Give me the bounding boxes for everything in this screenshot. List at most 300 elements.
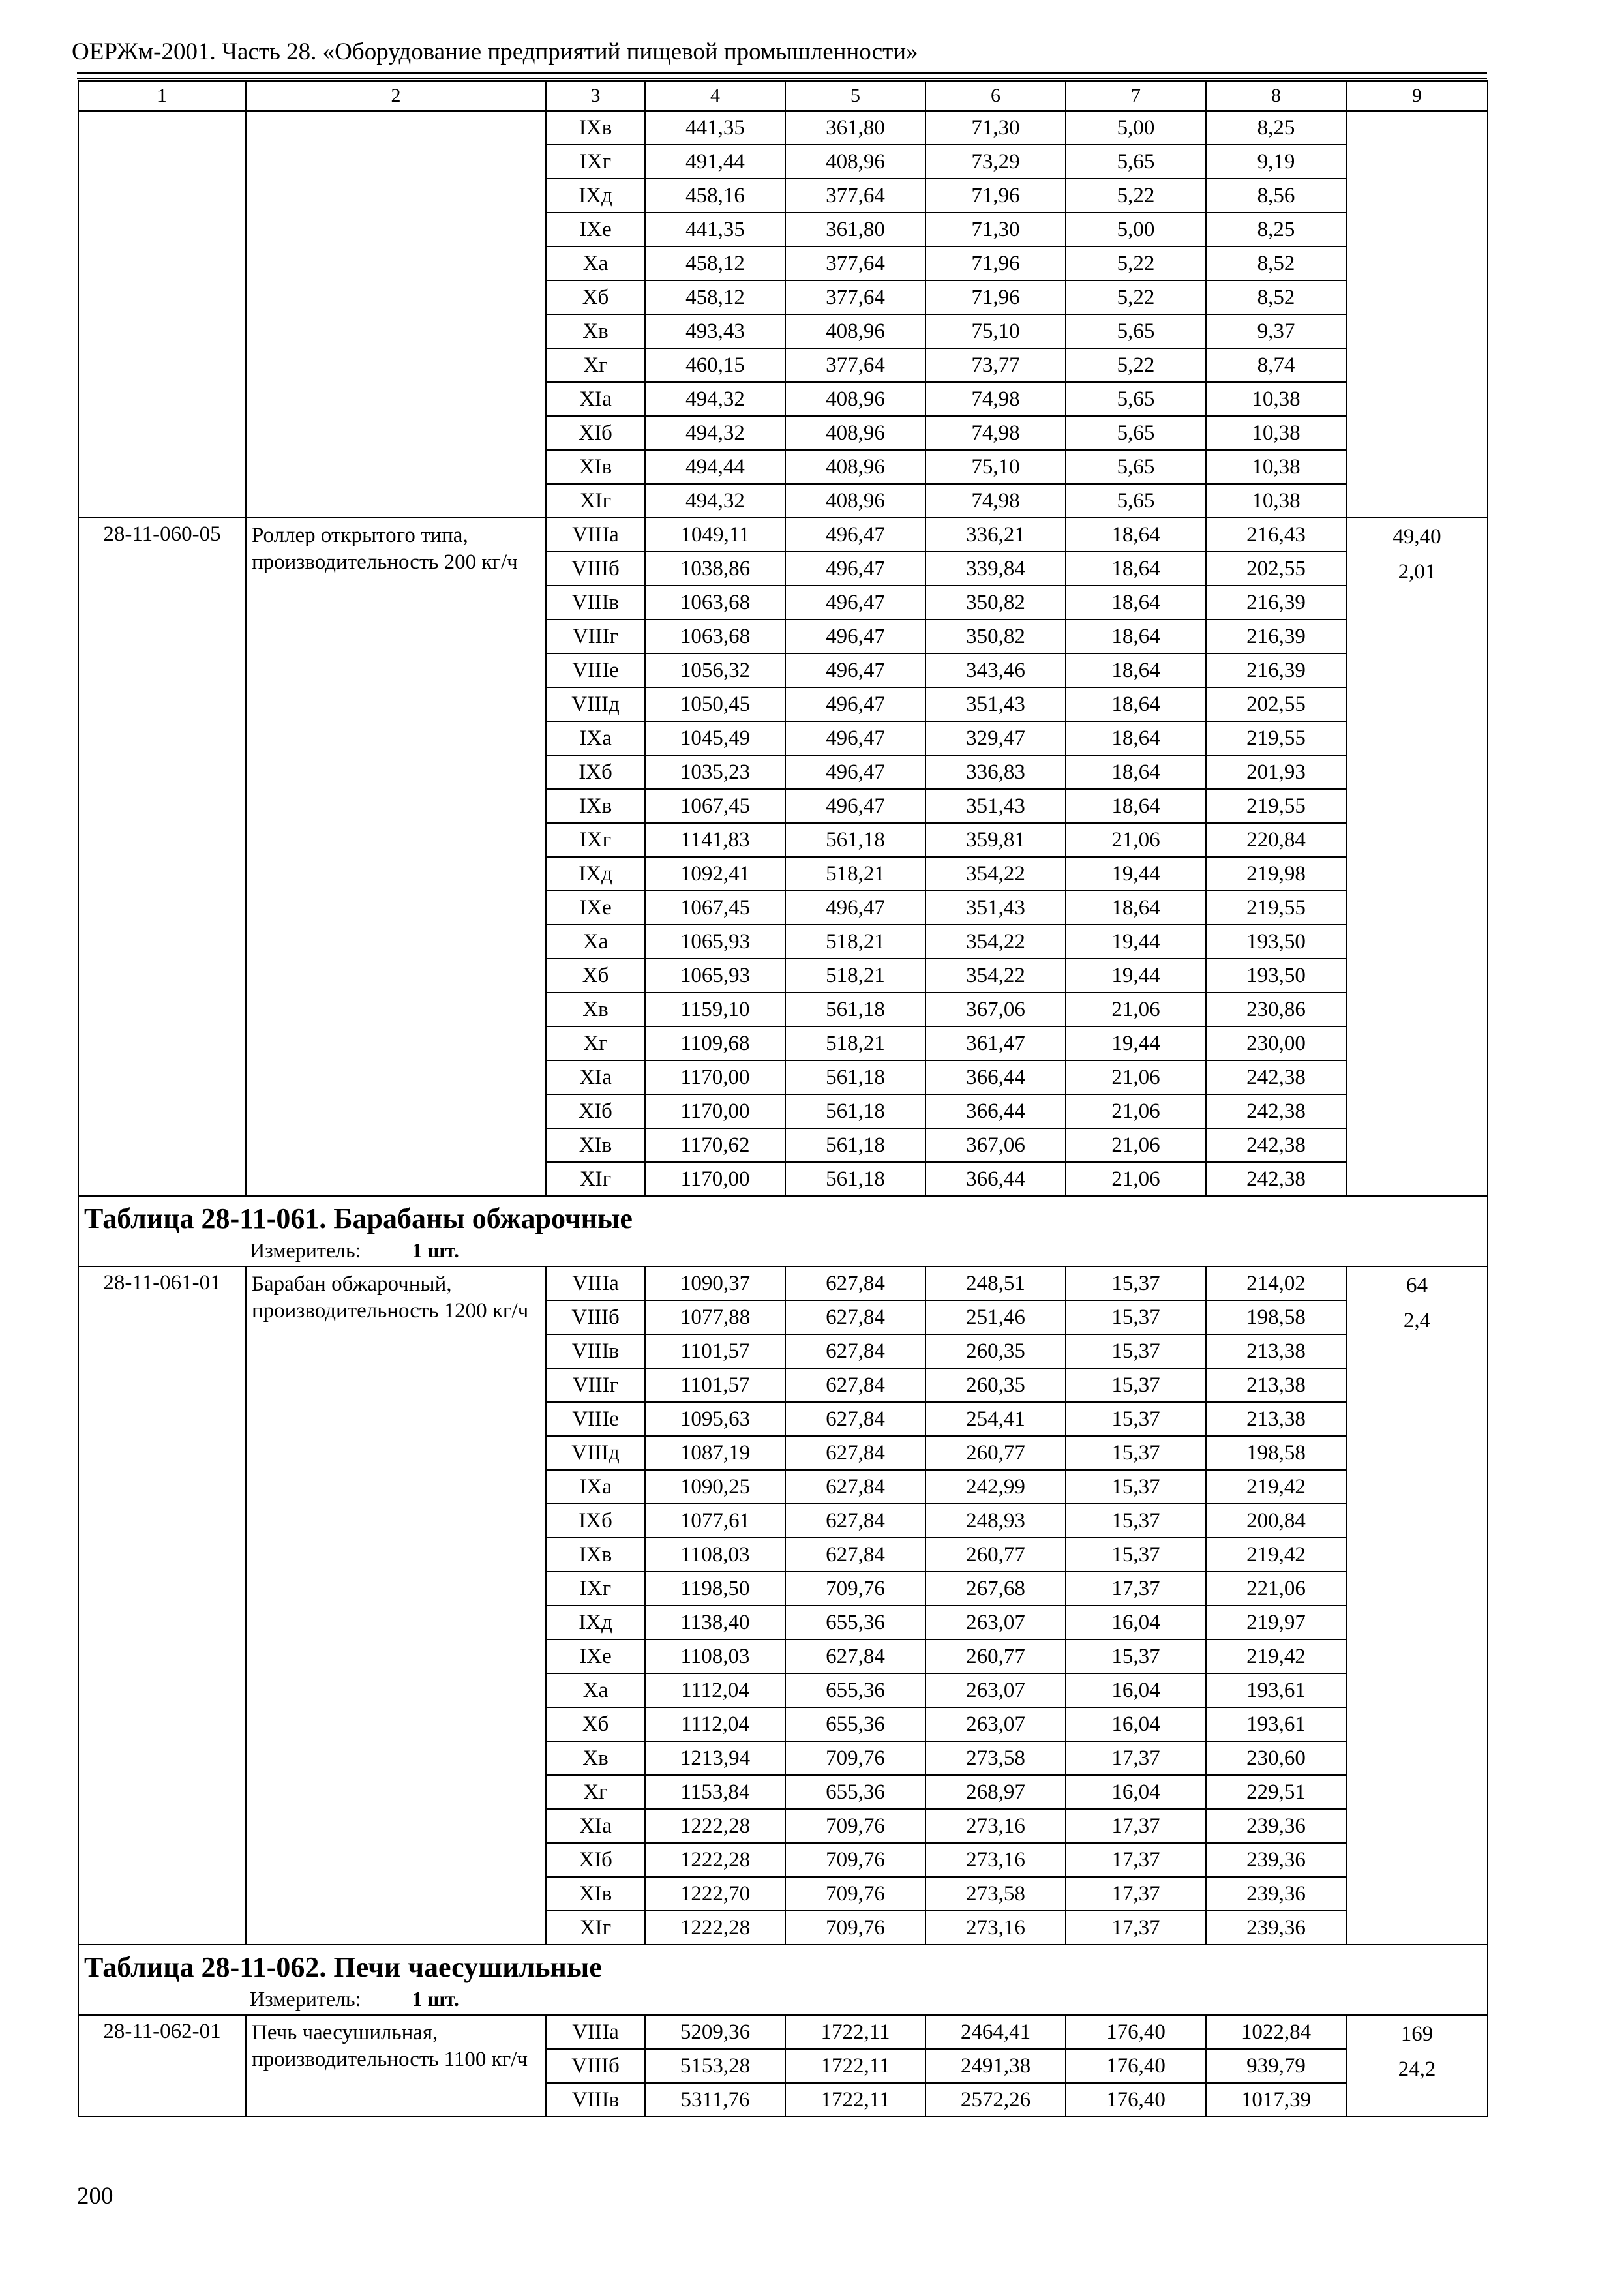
cell-machine-operation: 74,98 [925, 416, 1066, 450]
cell-total-cost: 1035,23 [645, 755, 785, 789]
cell-region: VIIIд [546, 1436, 645, 1470]
cell-machine-operation: 2572,26 [925, 2083, 1066, 2117]
cell-total-cost: 494,44 [645, 450, 785, 484]
cell-region: VIIIе [546, 1402, 645, 1436]
cell-wages: 496,47 [785, 687, 925, 721]
cell-total-cost: 1038,86 [645, 552, 785, 586]
cell-machinist-wages: 16,04 [1066, 1606, 1206, 1639]
cell-machine-operation: 350,82 [925, 586, 1066, 620]
cell-materials: 242,38 [1206, 1162, 1346, 1196]
cell-machine-operation: 273,16 [925, 1911, 1066, 1945]
cell-materials: 9,37 [1206, 314, 1346, 348]
cell-region: Xа [546, 1673, 645, 1707]
cell-machinist-wages: 5,22 [1066, 280, 1206, 314]
cell-materials: 219,55 [1206, 891, 1346, 925]
cell-machine-operation: 366,44 [925, 1060, 1066, 1094]
cell-region: XIб [546, 1094, 645, 1128]
cell-region: XIг [546, 484, 645, 518]
cell-region: Xб [546, 1707, 645, 1741]
cell-wages: 709,76 [785, 1809, 925, 1843]
cell-wages: 518,21 [785, 1026, 925, 1060]
cell-region: XIг [546, 1911, 645, 1945]
cell-total-cost: 1101,57 [645, 1334, 785, 1368]
cell-materials: 10,38 [1206, 484, 1346, 518]
cell-description [246, 111, 546, 518]
extra-value-primary: 49,40 [1392, 525, 1441, 548]
cell-region: XIв [546, 450, 645, 484]
column-number: 1 [78, 81, 246, 111]
cell-materials: 242,38 [1206, 1060, 1346, 1094]
cell-machine-operation: 267,68 [925, 1572, 1066, 1606]
cell-materials: 8,52 [1206, 280, 1346, 314]
cell-region: VIIIа [546, 518, 645, 552]
cell-materials: 10,38 [1206, 450, 1346, 484]
cell-machinist-wages: 5,65 [1066, 145, 1206, 179]
cell-total-cost: 1222,28 [645, 1911, 785, 1945]
cell-machinist-wages: 17,37 [1066, 1741, 1206, 1775]
cell-region: Xб [546, 280, 645, 314]
column-number: 7 [1066, 81, 1206, 111]
cell-wages: 709,76 [785, 1741, 925, 1775]
cell-machinist-wages: 18,64 [1066, 653, 1206, 687]
cell-wages: 496,47 [785, 789, 925, 823]
cell-materials: 214,02 [1206, 1266, 1346, 1300]
cell-wages: 627,84 [785, 1538, 925, 1572]
cell-materials: 220,84 [1206, 823, 1346, 857]
cell-wages: 408,96 [785, 314, 925, 348]
cell-machinist-wages: 5,65 [1066, 416, 1206, 450]
cell-machine-operation: 361,47 [925, 1026, 1066, 1060]
cell-machine-operation: 260,35 [925, 1368, 1066, 1402]
cell-region: IXг [546, 823, 645, 857]
column-number-row [78, 81, 1488, 111]
cell-materials: 230,86 [1206, 993, 1346, 1026]
cell-total-cost: 493,43 [645, 314, 785, 348]
cell-machine-operation: 242,99 [925, 1470, 1066, 1504]
cell-total-cost: 1141,83 [645, 823, 785, 857]
table-title-cell [78, 1945, 1488, 2015]
table-row [78, 111, 1488, 145]
cell-machinist-wages: 5,00 [1066, 213, 1206, 247]
cell-machine-operation: 260,35 [925, 1334, 1066, 1368]
cell-wages: 627,84 [785, 1402, 925, 1436]
cell-machinist-wages: 5,00 [1066, 111, 1206, 145]
measure-line [84, 1986, 1482, 2012]
cell-materials: 939,79 [1206, 2049, 1346, 2083]
cell-machinist-wages: 5,22 [1066, 348, 1206, 382]
cell-total-cost: 1090,25 [645, 1470, 785, 1504]
cell-materials: 216,39 [1206, 653, 1346, 687]
cell-region: IXе [546, 213, 645, 247]
cell-region: Xг [546, 1026, 645, 1060]
cell-materials: 8,25 [1206, 111, 1346, 145]
cell-machine-operation: 71,30 [925, 111, 1066, 145]
cell-region: IXд [546, 857, 645, 891]
cell-total-cost: 1077,88 [645, 1300, 785, 1334]
cell-total-cost: 458,12 [645, 280, 785, 314]
cell-machine-operation: 74,98 [925, 382, 1066, 416]
cell-machinist-wages: 18,64 [1066, 755, 1206, 789]
column-number: 4 [645, 81, 785, 111]
cell-total-cost: 1153,84 [645, 1775, 785, 1809]
cell-region: XIа [546, 1809, 645, 1843]
cell-materials: 239,36 [1206, 1877, 1346, 1911]
cell-wages: 496,47 [785, 518, 925, 552]
cell-materials: 202,55 [1206, 687, 1346, 721]
page-number: 200 [77, 2183, 113, 2209]
cell-materials: 213,38 [1206, 1368, 1346, 1402]
cell-materials: 1022,84 [1206, 2015, 1346, 2049]
cell-total-cost: 1050,45 [645, 687, 785, 721]
cell-machine-operation: 260,77 [925, 1639, 1066, 1673]
cell-total-cost: 491,44 [645, 145, 785, 179]
cell-machine-operation: 2464,41 [925, 2015, 1066, 2049]
cell-machine-operation: 248,51 [925, 1266, 1066, 1300]
cell-machine-operation: 367,06 [925, 993, 1066, 1026]
cell-total-cost: 458,16 [645, 179, 785, 213]
cell-machinist-wages: 19,44 [1066, 1026, 1206, 1060]
cell-machinist-wages: 5,22 [1066, 247, 1206, 280]
cell-wages: 377,64 [785, 179, 925, 213]
cell-code: 28-11-061-01 [78, 1266, 246, 1945]
table-title-row [78, 1945, 1488, 2015]
cell-materials: 1017,39 [1206, 2083, 1346, 2117]
cell-machinist-wages: 18,64 [1066, 620, 1206, 653]
cell-wages: 408,96 [785, 450, 925, 484]
cell-machinist-wages: 16,04 [1066, 1707, 1206, 1741]
cell-region: IXе [546, 1639, 645, 1673]
cell-wages: 518,21 [785, 857, 925, 891]
cell-materials: 8,25 [1206, 213, 1346, 247]
cell-wages: 627,84 [785, 1266, 925, 1300]
cell-region: XIб [546, 416, 645, 450]
cell-materials: 219,42 [1206, 1639, 1346, 1673]
cell-materials: 9,19 [1206, 145, 1346, 179]
cell-machinist-wages: 5,65 [1066, 382, 1206, 416]
cell-region: Xа [546, 247, 645, 280]
cell-materials: 200,84 [1206, 1504, 1346, 1538]
cell-region: IXб [546, 1504, 645, 1538]
cell-machine-operation: 268,97 [925, 1775, 1066, 1809]
column-number: 8 [1206, 81, 1346, 111]
cell-materials: 216,39 [1206, 620, 1346, 653]
cell-total-cost: 494,32 [645, 382, 785, 416]
cell-machinist-wages: 17,37 [1066, 1877, 1206, 1911]
cell-machinist-wages: 19,44 [1066, 857, 1206, 891]
cell-machinist-wages: 15,37 [1066, 1470, 1206, 1504]
cell-total-cost: 1222,28 [645, 1843, 785, 1877]
cell-machine-operation: 359,81 [925, 823, 1066, 857]
cell-materials: 213,38 [1206, 1334, 1346, 1368]
cell-wages: 496,47 [785, 721, 925, 755]
cell-wages: 561,18 [785, 993, 925, 1026]
cell-total-cost: 1056,32 [645, 653, 785, 687]
cell-region: XIг [546, 1162, 645, 1196]
cell-wages: 496,47 [785, 620, 925, 653]
cell-total-cost: 1101,57 [645, 1368, 785, 1402]
cell-wages: 627,84 [785, 1504, 925, 1538]
cell-region: VIIIб [546, 1300, 645, 1334]
cell-extra [1346, 518, 1488, 1196]
cell-region: VIIIе [546, 653, 645, 687]
cell-materials: 219,42 [1206, 1470, 1346, 1504]
cell-machine-operation: 329,47 [925, 721, 1066, 755]
cell-wages: 1722,11 [785, 2083, 925, 2117]
cell-region: IXа [546, 721, 645, 755]
cell-machinist-wages: 15,37 [1066, 1538, 1206, 1572]
cell-total-cost: 1213,94 [645, 1741, 785, 1775]
cell-machine-operation: 71,96 [925, 247, 1066, 280]
cell-machine-operation: 367,06 [925, 1128, 1066, 1162]
cell-region: VIIIв [546, 1334, 645, 1368]
cell-total-cost: 1108,03 [645, 1639, 785, 1673]
cell-total-cost: 1063,68 [645, 620, 785, 653]
extra-value-primary: 64 [1406, 1274, 1428, 1297]
cell-total-cost: 1222,28 [645, 1809, 785, 1843]
cell-region: IXв [546, 111, 645, 145]
cell-machine-operation: 336,21 [925, 518, 1066, 552]
cell-machine-operation: 71,96 [925, 280, 1066, 314]
cell-region: XIв [546, 1128, 645, 1162]
cell-materials: 230,00 [1206, 1026, 1346, 1060]
cell-region: VIIIв [546, 586, 645, 620]
cell-machine-operation: 339,84 [925, 552, 1066, 586]
cell-machine-operation: 336,83 [925, 755, 1066, 789]
cell-total-cost: 1112,04 [645, 1673, 785, 1707]
cell-wages: 655,36 [785, 1606, 925, 1639]
header-rule [77, 72, 1487, 74]
cell-wages: 561,18 [785, 1162, 925, 1196]
cell-region: IXг [546, 1572, 645, 1606]
column-number: 3 [546, 81, 645, 111]
cell-wages: 627,84 [785, 1334, 925, 1368]
cell-machine-operation: 354,22 [925, 925, 1066, 959]
cell-total-cost: 1065,93 [645, 959, 785, 993]
cell-machine-operation: 260,77 [925, 1538, 1066, 1572]
cell-machinist-wages: 15,37 [1066, 1504, 1206, 1538]
cell-code: 28-11-060-05 [78, 518, 246, 1196]
extra-value-secondary: 2,01 [1398, 560, 1436, 584]
cell-materials: 221,06 [1206, 1572, 1346, 1606]
cell-machinist-wages: 5,22 [1066, 179, 1206, 213]
cell-total-cost: 5311,76 [645, 2083, 785, 2117]
cell-total-cost: 1170,62 [645, 1128, 785, 1162]
cell-region: Xв [546, 1741, 645, 1775]
column-number: 5 [785, 81, 925, 111]
cell-description: Барабан обжарочный, производительность 1200 кг/ч [246, 1266, 546, 1945]
cell-wages: 377,64 [785, 348, 925, 382]
cell-machine-operation: 354,22 [925, 959, 1066, 993]
cell-machine-operation: 254,41 [925, 1402, 1066, 1436]
cell-machinist-wages: 15,37 [1066, 1639, 1206, 1673]
cell-total-cost: 1108,03 [645, 1538, 785, 1572]
cell-wages: 627,84 [785, 1639, 925, 1673]
cell-machinist-wages: 18,64 [1066, 891, 1206, 925]
cell-total-cost: 1159,10 [645, 993, 785, 1026]
cell-materials: 193,50 [1206, 959, 1346, 993]
cell-machinist-wages: 21,06 [1066, 993, 1206, 1026]
cell-region: XIа [546, 1060, 645, 1094]
cell-wages: 709,76 [785, 1911, 925, 1945]
cell-materials: 10,38 [1206, 416, 1346, 450]
cell-wages: 496,47 [785, 755, 925, 789]
measure-label: Измеритель: [250, 1987, 361, 2011]
cell-total-cost: 1112,04 [645, 1707, 785, 1741]
cell-machine-operation: 273,16 [925, 1843, 1066, 1877]
cell-region: Xа [546, 925, 645, 959]
extra-value-secondary: 2,4 [1403, 1309, 1431, 1332]
cell-materials: 242,38 [1206, 1128, 1346, 1162]
cell-region: XIв [546, 1877, 645, 1911]
cell-machine-operation: 251,46 [925, 1300, 1066, 1334]
cell-materials: 239,36 [1206, 1843, 1346, 1877]
cell-machine-operation: 366,44 [925, 1094, 1066, 1128]
cell-code: 28-11-062-01 [78, 2015, 246, 2117]
measure-unit: 1 шт. [412, 1987, 459, 2011]
cell-wages: 709,76 [785, 1572, 925, 1606]
cell-machine-operation: 351,43 [925, 891, 1066, 925]
cell-total-cost: 1065,93 [645, 925, 785, 959]
cell-region: XIа [546, 382, 645, 416]
cell-materials: 219,55 [1206, 789, 1346, 823]
cell-region: IXе [546, 891, 645, 925]
cell-machinist-wages: 21,06 [1066, 1060, 1206, 1094]
cell-total-cost: 1222,70 [645, 1877, 785, 1911]
cell-total-cost: 1092,41 [645, 857, 785, 891]
cell-wages: 627,84 [785, 1470, 925, 1504]
cell-description: Роллер открытого типа, производительность 200 кг/ч [246, 518, 546, 1196]
cell-wages: 361,80 [785, 111, 925, 145]
cell-machinist-wages: 176,40 [1066, 2083, 1206, 2117]
cell-wages: 627,84 [785, 1300, 925, 1334]
cell-machinist-wages: 5,65 [1066, 484, 1206, 518]
cell-machine-operation: 74,98 [925, 484, 1066, 518]
cell-region: Xв [546, 314, 645, 348]
cell-wages: 518,21 [785, 925, 925, 959]
cell-total-cost: 5209,36 [645, 2015, 785, 2049]
cell-region: Xг [546, 1775, 645, 1809]
cell-materials: 201,93 [1206, 755, 1346, 789]
cell-region: VIIIа [546, 1266, 645, 1300]
cell-machine-operation: 351,43 [925, 789, 1066, 823]
cell-machinist-wages: 21,06 [1066, 1094, 1206, 1128]
cell-machinist-wages: 5,65 [1066, 314, 1206, 348]
header-rule-thin [77, 78, 1487, 79]
cell-wages: 408,96 [785, 382, 925, 416]
cell-total-cost: 1109,68 [645, 1026, 785, 1060]
cell-machinist-wages: 15,37 [1066, 1436, 1206, 1470]
cell-wages: 561,18 [785, 1060, 925, 1094]
cell-machinist-wages: 18,64 [1066, 687, 1206, 721]
cell-machinist-wages: 18,64 [1066, 586, 1206, 620]
cell-materials: 202,55 [1206, 552, 1346, 586]
cell-wages: 627,84 [785, 1368, 925, 1402]
cell-machine-operation: 350,82 [925, 620, 1066, 653]
cell-wages: 408,96 [785, 145, 925, 179]
cell-wages: 709,76 [785, 1877, 925, 1911]
cell-wages: 561,18 [785, 1128, 925, 1162]
cell-machinist-wages: 18,64 [1066, 552, 1206, 586]
cell-wages: 496,47 [785, 891, 925, 925]
cell-region: IXа [546, 1470, 645, 1504]
cell-wages: 655,36 [785, 1775, 925, 1809]
cell-machinist-wages: 15,37 [1066, 1402, 1206, 1436]
cell-machinist-wages: 15,37 [1066, 1368, 1206, 1402]
column-number: 6 [925, 81, 1066, 111]
cell-region: IXв [546, 1538, 645, 1572]
cell-materials: 230,60 [1206, 1741, 1346, 1775]
cell-wages: 518,21 [785, 959, 925, 993]
cell-total-cost: 1170,00 [645, 1060, 785, 1094]
extra-value-secondary: 24,2 [1398, 2057, 1436, 2081]
cell-total-cost: 1198,50 [645, 1572, 785, 1606]
cell-materials: 8,56 [1206, 179, 1346, 213]
cell-wages: 377,64 [785, 280, 925, 314]
rates-table [78, 80, 1488, 2117]
cell-total-cost: 1049,11 [645, 518, 785, 552]
cell-total-cost: 494,32 [645, 484, 785, 518]
cell-total-cost: 458,12 [645, 247, 785, 280]
cell-extra [1346, 1266, 1488, 1945]
cell-total-cost: 1045,49 [645, 721, 785, 755]
cell-region: XIб [546, 1843, 645, 1877]
cell-wages: 561,18 [785, 823, 925, 857]
cell-machine-operation: 354,22 [925, 857, 1066, 891]
measure-unit: 1 шт. [412, 1238, 459, 1262]
cell-materials: 216,43 [1206, 518, 1346, 552]
table-title-row [78, 1196, 1488, 1266]
cell-materials: 216,39 [1206, 586, 1346, 620]
cell-region: VIIIб [546, 552, 645, 586]
cell-wages: 377,64 [785, 247, 925, 280]
cell-machinist-wages: 18,64 [1066, 789, 1206, 823]
extra-value-primary: 169 [1400, 2022, 1434, 2046]
cell-machinist-wages: 21,06 [1066, 1128, 1206, 1162]
cell-machine-operation: 366,44 [925, 1162, 1066, 1196]
cell-region: IXб [546, 755, 645, 789]
cell-materials: 219,55 [1206, 721, 1346, 755]
cell-machine-operation: 71,96 [925, 179, 1066, 213]
cell-machinist-wages: 19,44 [1066, 959, 1206, 993]
cell-machine-operation: 75,10 [925, 314, 1066, 348]
cell-machinist-wages: 5,65 [1066, 450, 1206, 484]
cell-machinist-wages: 16,04 [1066, 1775, 1206, 1809]
cell-machine-operation: 273,58 [925, 1741, 1066, 1775]
cell-total-cost: 1077,61 [645, 1504, 785, 1538]
cell-machinist-wages: 176,40 [1066, 2049, 1206, 2083]
cell-wages: 1722,11 [785, 2049, 925, 2083]
cell-wages: 408,96 [785, 416, 925, 450]
cell-region: IXд [546, 1606, 645, 1639]
cell-machine-operation: 75,10 [925, 450, 1066, 484]
cell-machinist-wages: 17,37 [1066, 1572, 1206, 1606]
cell-total-cost: 1087,19 [645, 1436, 785, 1470]
table-title-cell [78, 1196, 1488, 1266]
cell-wages: 361,80 [785, 213, 925, 247]
cell-extra [1346, 2015, 1488, 2117]
cell-machine-operation: 248,93 [925, 1504, 1066, 1538]
cell-region: Xб [546, 959, 645, 993]
cell-materials: 8,52 [1206, 247, 1346, 280]
cell-machinist-wages: 176,40 [1066, 2015, 1206, 2049]
cell-machine-operation: 273,58 [925, 1877, 1066, 1911]
table-title: Таблица 28-11-062. Печи чаесушильные [84, 1951, 602, 1983]
cell-materials: 193,61 [1206, 1673, 1346, 1707]
cell-machinist-wages: 15,37 [1066, 1300, 1206, 1334]
cell-region: VIIIа [546, 2015, 645, 2049]
cell-wages: 709,76 [785, 1843, 925, 1877]
table-row [78, 518, 1488, 552]
